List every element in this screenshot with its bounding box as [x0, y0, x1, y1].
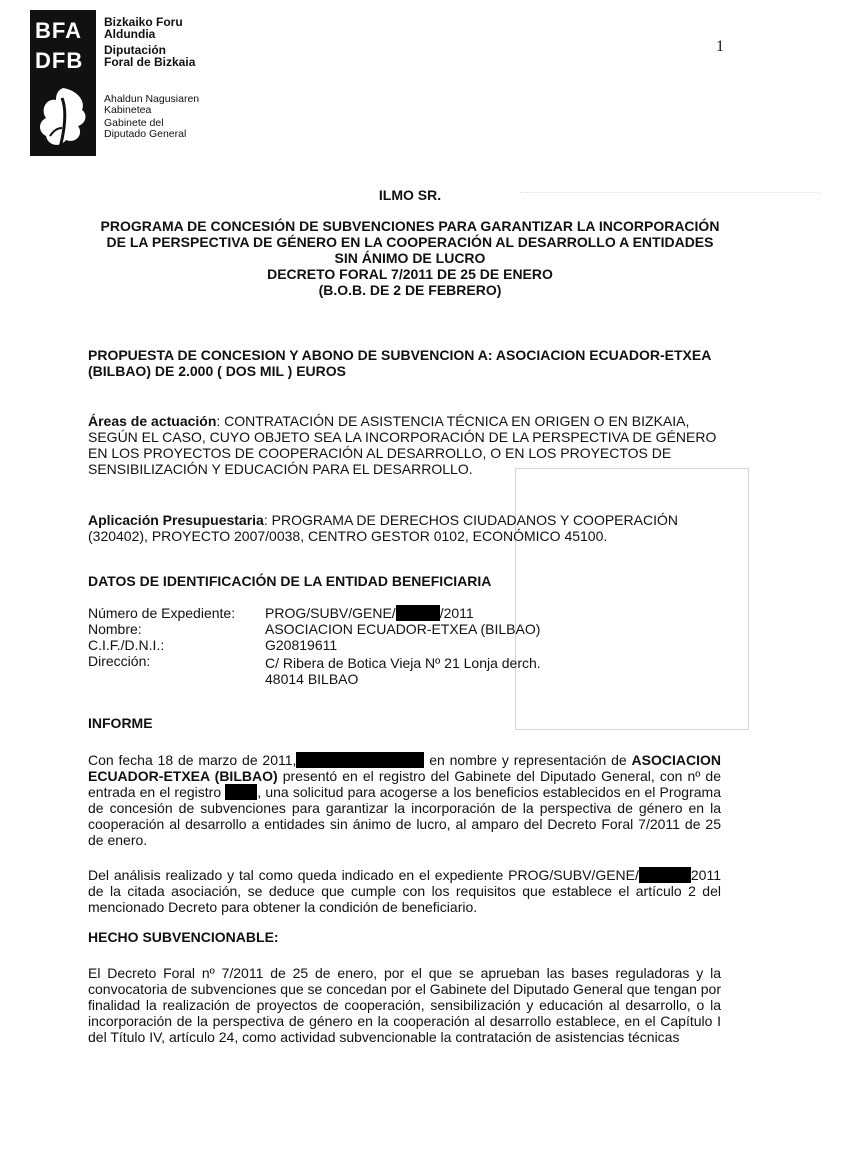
bfa-dfb-logo [30, 10, 96, 156]
cif-label: C.I.F./D.N.I.: [88, 637, 165, 653]
department-spanish: Gabinete del Diputado General [104, 117, 187, 140]
nombre-label: Nombre: [88, 621, 142, 637]
org-name-spanish: Diputación Foral de Bizkaia [104, 43, 196, 69]
proposal-title: PROPUESTA DE CONCESION Y ABONO DE SUBVENCION A: ASOCIACION ECUADOR-ETXEA (BILBAO) DE 2.000 ( DOS MIL ) EUROS [88, 347, 712, 379]
page-number: 1 [716, 38, 724, 55]
hecho-heading: HECHO SUBVENCIONABLE: [88, 929, 279, 945]
salutation: ILMO SR. [378, 187, 442, 203]
redaction-block [225, 784, 257, 800]
expediente-value: PROG/SUBV/GENE/ /2011 [265, 605, 474, 621]
direccion-label: Dirección: [88, 653, 151, 669]
show-through-table [515, 468, 749, 730]
informe-heading: INFORME [88, 715, 153, 731]
budget-section: Aplicación Presupuestaria: PROGRAMA DE DERECHOS CIUDADANOS Y COOPERACIÓN (320402), PROYECTO 2007/0038, CENTRO GESTOR 0102, ECONÓMICO 45100. [88, 512, 678, 544]
redaction-block [296, 752, 424, 768]
org-name-basque: Bizkaiko Foru Aldundia [104, 15, 183, 41]
decree-title: DECRETO FORAL 7/2011 DE 25 DE ENERO [267, 266, 553, 282]
nombre-value: ASOCIACION ECUADOR-ETXEA (BILBAO) [265, 621, 541, 637]
program-title: PROGRAMA DE CONCESIÓN DE SUBVENCIONES PARA GARANTIZAR LA INCORPORACIÓN DE LA PERSPECTIVA DE GÉNERO EN LA COOPERACIÓN AL DESARROLLO A ENTIDADES SIN ÁNIMO DE LUCRO DECRETO FORAL 7/2011 DE 25 DE ENERO (B.O.B. DE 2 DE FEBRERO) [80, 218, 740, 298]
direccion-value: C/ Ribera de Botica Vieja Nº 21 Lonja derch. 48014 BILBAO [265, 655, 541, 687]
department-basque: Ahaldun Nagusiaren Kabinetea [104, 93, 200, 116]
redaction-block [396, 605, 440, 621]
bob-reference: (B.O.B. DE 2 DE FEBRERO) [318, 282, 502, 298]
informe-paragraph-2: Del análisis realizado y tal como queda indicado en el expediente PROG/SUBV/GENE/ 2011 de la citada asociación, se deduce que cumple con los requisitos que establece el artículo 2 del mencionado Decreto para obtener la condición de beneficiario. [88, 867, 721, 915]
cif-value: G20819611 [265, 637, 338, 653]
expediente-label: Número de Expediente: [88, 605, 236, 621]
areas-section: Áreas de actuación: CONTRATACIÓN DE ASISTENCIA TÉCNICA EN ORIGEN O EN BIZKAIA, SEGÚN EL CASO, CUYO OBJETO SEA LA INCORPORACIÓN DE LA PERSPECTIVA DE GÉNERO EN LOS PROYECTOS DE COOPERACIÓN AL DESARROLLO, O EN LOS PROYECTOS DE SENSIBILIZACIÓN Y EDUCACIÓN PARA EL DESARROLLO. [88, 413, 717, 477]
logo-abbr-top: BFA [35, 18, 82, 43]
oak-leaf-icon [36, 84, 90, 152]
budget-label: Aplicación Presupuestaria [88, 512, 264, 528]
logo-abbr-bottom: DFB [35, 48, 84, 73]
beneficiary-heading: DATOS DE IDENTIFICACIÓN DE LA ENTIDAD BENEFICIARIA [88, 573, 492, 589]
areas-label: Áreas de actuación [88, 413, 217, 429]
hecho-paragraph: El Decreto Foral nº 7/2011 de 25 de enero, por el que se aprueban las bases reguladoras y la convocatoria de subvenciones que se concedan por el Gabinete del Diputado General que tengan por finalidad la realización de proyectos de cooperación, sensibilización y educación al desarrollo, o la incorporación de la perspectiva de género en la cooperación al desarrollo establece, en el Capítulo I del Título IV, artículo 24, como actividad subvencionable la contratación de asistencias técnicas [88, 965, 721, 1045]
informe-paragraph-1: Con fecha 18 de marzo de 2011, en nombre y representación de ASOCIACION ECUADOR-ETXEA (BILBAO) presentó en el registro del Gabinete del Diputado General, con nº de entrada en el registro , una solicitud para acogerse a los beneficios establecidos en el Programa de concesión de subvenciones para garantizar la incorporación de la perspectiva de género en la cooperación al desarrollo a entidades sin ánimo de lucro, al amparo del Decreto Foral 7/2011 de 25 de enero. [88, 752, 721, 848]
redaction-block [639, 867, 691, 883]
